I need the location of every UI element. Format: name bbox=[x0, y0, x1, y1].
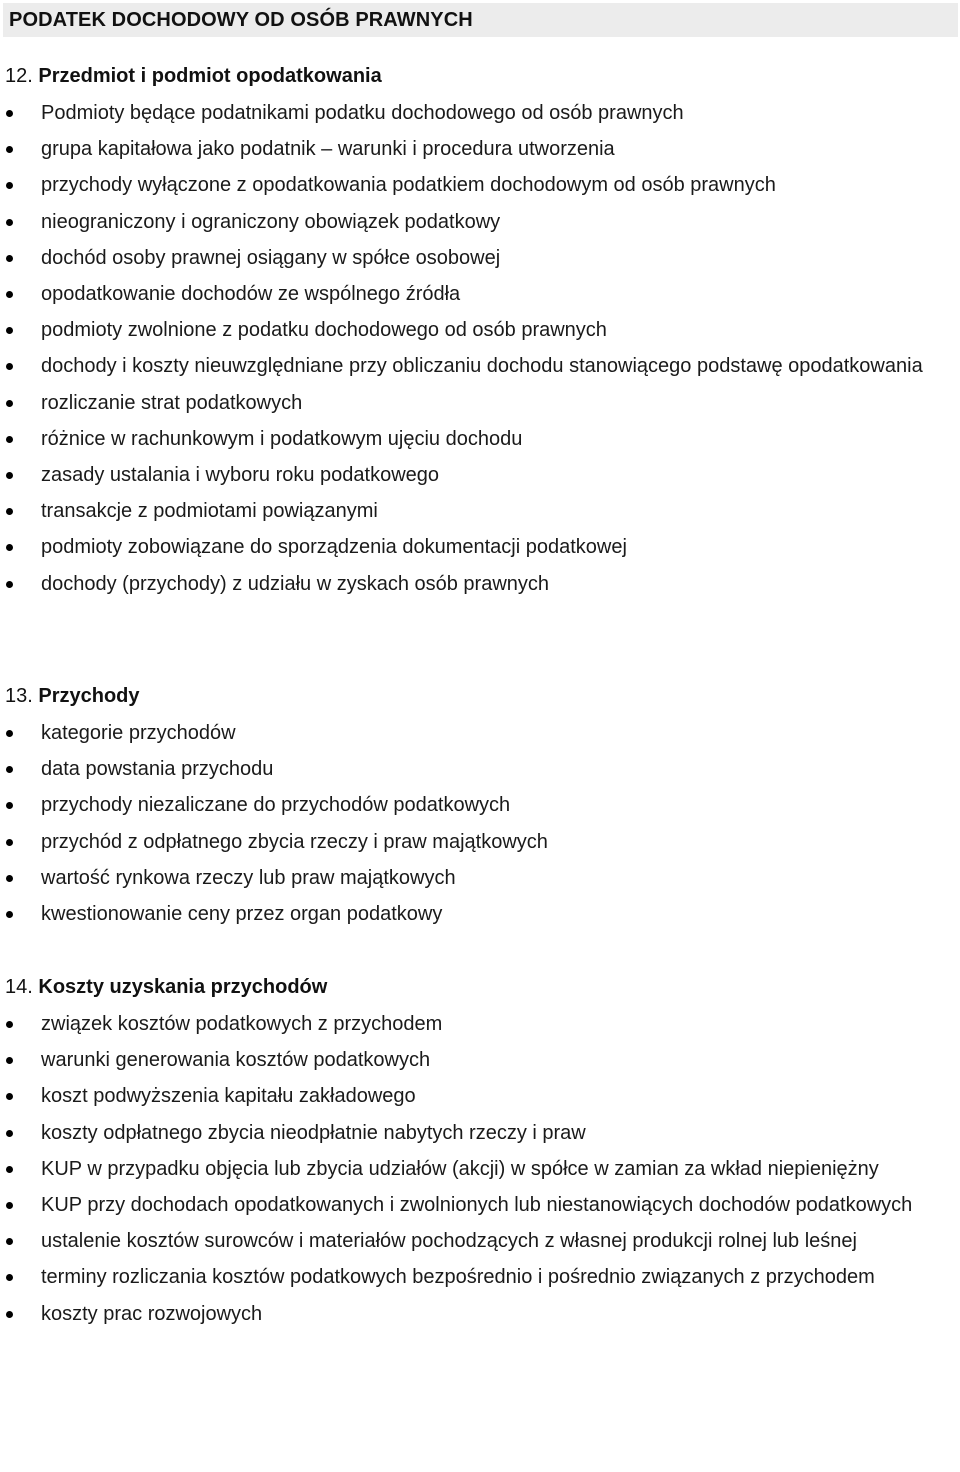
bullet-icon bbox=[6, 219, 13, 226]
section-heading bbox=[5, 58, 960, 95]
list-item bbox=[0, 751, 960, 787]
list-item bbox=[0, 1115, 960, 1151]
list-item bbox=[0, 240, 960, 276]
list-item bbox=[0, 385, 960, 421]
bullet-icon bbox=[6, 363, 13, 370]
bullet-icon bbox=[6, 544, 13, 551]
list-item bbox=[0, 348, 960, 384]
bullet-icon bbox=[6, 255, 13, 262]
bullet-icon bbox=[6, 1238, 13, 1245]
section-13 bbox=[0, 678, 960, 932]
list-item bbox=[0, 529, 960, 565]
bullet-icon bbox=[6, 1093, 13, 1100]
list-item-text: koszt podwyższenia kapitału zakładowego bbox=[41, 1085, 416, 1108]
list-item-text: koszty odpłatnego zbycia nieodpłatnie nabytych rzeczy i praw bbox=[41, 1121, 586, 1144]
section-title: Przedmiot i podmiot opodatkowania bbox=[38, 65, 382, 87]
list-item bbox=[0, 1042, 960, 1078]
section-number: 14. bbox=[5, 976, 33, 998]
list-item-text: warunki generowania kosztów podatkowych bbox=[41, 1049, 431, 1072]
list-item bbox=[0, 1296, 960, 1332]
list-item-text: podmioty zobowiązane do sporządzenia dokumentacji podatkowej bbox=[41, 536, 627, 559]
bullet-icon bbox=[6, 291, 13, 298]
list-item-text: KUP przy dochodach opodatkowanych i zwolnionych lub niestanowiących dochodów podatkowych bbox=[41, 1194, 913, 1217]
list-item-text: terminy rozliczania kosztów podatkowych bezpośrednio i pośrednio związanych z przychodem bbox=[41, 1266, 875, 1289]
list-item bbox=[0, 896, 960, 932]
list-item bbox=[0, 95, 960, 131]
bullet-icon bbox=[6, 1274, 13, 1281]
list-item-text: data powstania przychodu bbox=[41, 758, 274, 781]
list-item-text: podmioty zwolnione z podatku dochodowego od osób prawnych bbox=[41, 319, 607, 342]
list-item bbox=[0, 715, 960, 751]
bullet-icon bbox=[6, 1311, 13, 1318]
list-item bbox=[0, 787, 960, 823]
bullet-icon bbox=[6, 911, 13, 918]
bullet-icon bbox=[6, 472, 13, 479]
bullet-icon bbox=[6, 1057, 13, 1064]
page-title: PODATEK DOCHODOWY OD OSÓB PRAWNYCH bbox=[9, 8, 473, 31]
section-title: Przychody bbox=[38, 685, 140, 707]
list-item-text: kategorie przychodów bbox=[41, 722, 236, 744]
bullet-icon bbox=[6, 327, 13, 334]
list-item bbox=[0, 493, 960, 529]
list-item-text: zasady ustalania i wyboru roku podatkowego bbox=[41, 464, 440, 487]
list-item-text: transakcje z podmiotami powiązanymi bbox=[41, 500, 378, 523]
list-item-text: przychód z odpłatnego zbycia rzeczy i praw majątkowych bbox=[41, 830, 548, 853]
list-item bbox=[0, 566, 960, 602]
list-item bbox=[0, 312, 960, 348]
list-item bbox=[0, 824, 960, 860]
list-item-text: związek kosztów podatkowych z przychodem bbox=[41, 1013, 443, 1035]
bullet-icon bbox=[6, 146, 13, 153]
bullet-icon bbox=[6, 730, 13, 737]
list-item bbox=[0, 1006, 960, 1042]
list-item-text: KUP w przypadku objęcia lub zbycia udziałów (akcji) w spółce w zamian za wkład niepieniężny bbox=[41, 1157, 879, 1180]
bullet-icon bbox=[6, 182, 13, 189]
list-item bbox=[0, 1187, 960, 1223]
bullet-icon bbox=[6, 508, 13, 515]
list-item-text: różnice w rachunkowym i podatkowym ujęciu dochodu bbox=[41, 427, 523, 450]
section-title: Koszty uzyskania przychodów bbox=[38, 976, 328, 998]
list-item bbox=[0, 1223, 960, 1259]
list-item-text: dochody (przychody) z udziału w zyskach osób prawnych bbox=[41, 572, 550, 595]
list-item bbox=[0, 1151, 960, 1187]
list-item-text: przychody niezaliczane do przychodów podatkowych bbox=[41, 794, 511, 817]
header-bar bbox=[3, 3, 958, 37]
list-item-text: grupa kapitałowa jako podatnik – warunki i procedura utworzenia bbox=[41, 138, 615, 161]
list-item-text: kwestionowanie ceny przez organ podatkowy bbox=[41, 903, 443, 926]
list-item-text: Podmioty będące podatnikami podatku dochodowego od osób prawnych bbox=[41, 102, 684, 124]
list-item bbox=[0, 1078, 960, 1114]
item-list bbox=[0, 715, 960, 932]
list-item bbox=[0, 1259, 960, 1295]
list-item-text: przychody wyłączone z opodatkowania podatkiem dochodowym od osób prawnych bbox=[41, 174, 776, 197]
list-item-text: dochód osoby prawnej osiągany w spółce osobowej bbox=[41, 246, 501, 269]
list-item bbox=[0, 421, 960, 457]
section-number: 13. bbox=[5, 685, 33, 707]
section-number: 12. bbox=[5, 65, 33, 87]
bullet-icon bbox=[6, 839, 13, 846]
list-item-text: wartość rynkowa rzeczy lub praw majątkowych bbox=[41, 866, 456, 889]
bullet-icon bbox=[6, 436, 13, 443]
bullet-icon bbox=[6, 1166, 13, 1173]
section-14 bbox=[0, 969, 960, 1332]
list-item bbox=[0, 457, 960, 493]
bullet-icon bbox=[6, 766, 13, 773]
bullet-icon bbox=[6, 110, 13, 117]
bullet-icon bbox=[6, 802, 13, 809]
list-item-text: nieograniczony i ograniczony obowiązek podatkowy bbox=[41, 210, 501, 233]
list-item bbox=[0, 204, 960, 240]
list-item-text: ustalenie kosztów surowców i materiałów pochodzących z własnej produkcji rolnej lub leśnej bbox=[41, 1230, 857, 1253]
item-list bbox=[0, 95, 960, 602]
section-heading bbox=[5, 678, 960, 715]
list-item-text: rozliczanie strat podatkowych bbox=[41, 391, 303, 414]
list-item bbox=[0, 276, 960, 312]
list-item bbox=[0, 131, 960, 167]
list-item-text: opodatkowanie dochodów ze wspólnego źródła bbox=[41, 283, 461, 306]
bullet-icon bbox=[6, 1130, 13, 1137]
section-12 bbox=[0, 58, 960, 602]
list-item-text: koszty prac rozwojowych bbox=[41, 1302, 263, 1325]
list-item bbox=[0, 860, 960, 896]
list-item bbox=[0, 167, 960, 203]
bullet-icon bbox=[6, 875, 13, 882]
bullet-icon bbox=[6, 400, 13, 407]
bullet-icon bbox=[6, 1021, 13, 1028]
item-list bbox=[0, 1006, 960, 1332]
bullet-icon bbox=[6, 1202, 13, 1209]
section-heading bbox=[5, 969, 960, 1006]
bullet-icon bbox=[6, 581, 13, 588]
list-item-text: dochody i koszty nieuwzględniane przy obliczaniu dochodu stanowiącego podstawę opodatkowania bbox=[41, 355, 923, 378]
